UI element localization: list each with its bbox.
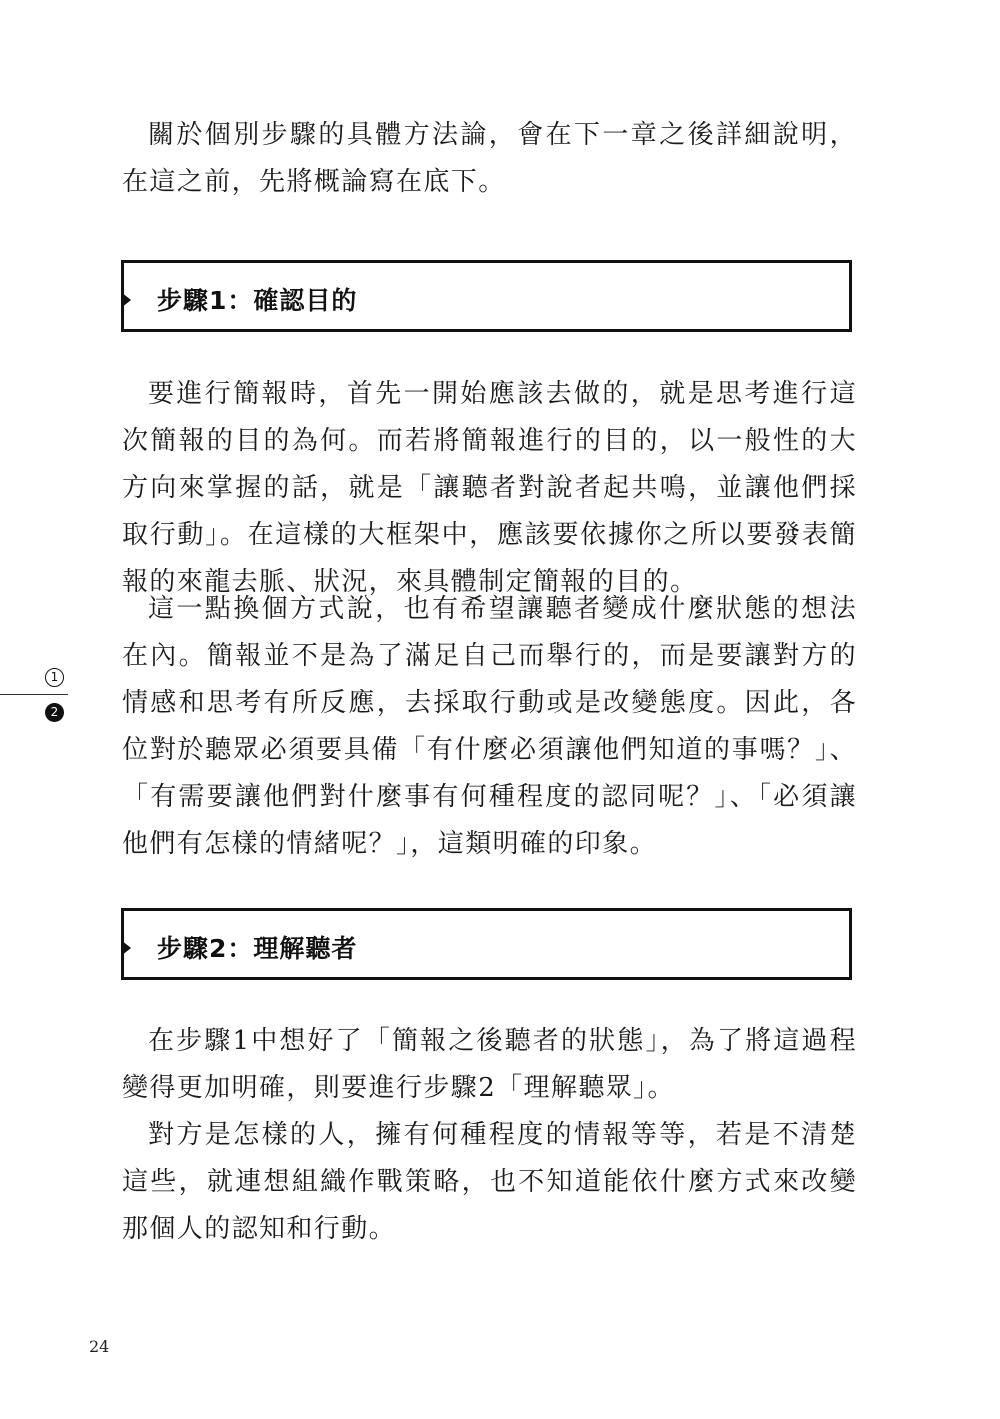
- step2-paragraph-2: 對方是怎樣的人，擁有何種程度的情報等等，若是不清楚這些，就連想組織作戰策略，也不知道能依什麼方式來改變那個人的認知和行動。: [122, 1120, 857, 1244]
- step1-title: 步驟1：確認目的: [157, 286, 358, 315]
- step1-paragraph-1: 要進行簡報時，首先一開始應該去做的，就是思考進行這次簡報的目的為何。而若將簡報進行的目的，以一般性的大方向來掌握的話，就是「讓聽者對說者起共鳴，並讓他們採取行動」。在這樣的大框架中，應該要依據你之所以要發表簡報的來龍去脈、狀況，來具體制定簡報的目的。: [122, 379, 857, 597]
- step1-paragraph-2: 這一點換個方式說，也有希望讓聽者變成什麼狀態的想法在內。簡報並不是為了滿足自己而舉行的，而是要讓對方的情感和思考有所反應，去採取行動或是改變態度。因此，各位對於聽眾必須要具備「有什麼必須讓他們知道的事嗎？」、「有需要讓他們對什麼事有何種程度的認同呢？」、「必須讓他們有怎樣的情緒呢？」，這類明確的印象。: [122, 594, 857, 859]
- page-number: 24: [89, 1337, 110, 1356]
- step2-heading-box: [121, 908, 852, 980]
- step1-heading-box: [121, 260, 852, 332]
- step2-paragraph-1: 在步驟1中想好了「簡報之後聽者的狀態」，為了將這過程變得更加明確，則要進行步驟2「理解聽眾」。: [122, 1026, 857, 1103]
- side-nav-divider: [0, 694, 68, 695]
- triangle-bullet-icon: [121, 940, 131, 956]
- intro-paragraph: 關於個別步驟的具體方法論，會在下一章之後詳細說明，在這之前，先將概論寫在底下。: [122, 120, 857, 197]
- chapter-2-marker-active: 2: [45, 703, 64, 722]
- chapter-1-marker: 1: [45, 668, 64, 687]
- step2-title: 步驟2：理解聽者: [157, 934, 358, 963]
- chapter-side-nav: [0, 666, 70, 726]
- triangle-bullet-icon: [121, 292, 131, 308]
